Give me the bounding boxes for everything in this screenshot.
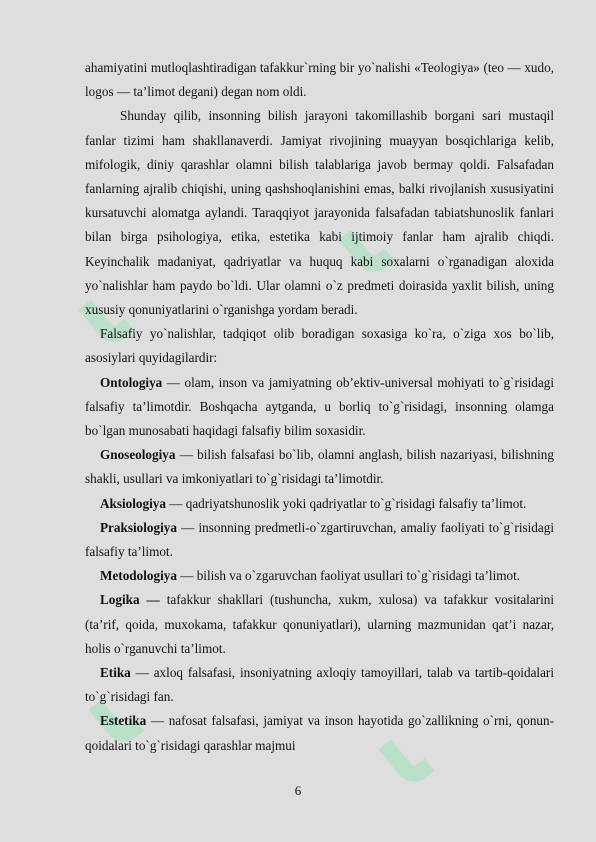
term-definition [85, 492, 554, 516]
term-definition [85, 709, 554, 757]
definition: — insonning predmetli-o`zgartiruvchan, amaliy faoliyati to`g`risidagi falsafiy ta’limot. [85, 519, 554, 560]
term-definition [85, 564, 554, 588]
term: Logika — [100, 592, 160, 608]
term-definition [85, 443, 554, 491]
body-text [85, 56, 554, 758]
paragraph: Shunday qilib, insonning bilish jarayoni takomillashib borgani sari mustaqil fanlar tizimi ham shakllanaverdi. Jamiyat rivojining muayyan bosqichlariga kelib, mifologik, diniy qarashlar olamni bilish talablariga javob bermay qoldi. Falsafadan fanlarning ajralib chiqishi, uning qashshoqlanishini emas, balki rivojlanish xususiyatini kursatuvchi alomatga aylandi. Taraqqiyot jarayonida falsafadan tabiatshunoslik fanlari bilan birga psihologiya, etika, estetika kabi ijtimoiy fanlar ham ajralib chiqdi. Keyinchalik madaniyat, qadriyatlar va huquq kabi soxalarni o`rganadigan aloxida yo`nalishlar ham paydo bo`ldi. Ular olamni o`z predmeti doirasida yaxlit bilish, uning xususiy qonuniyatlarini o`rganishga yordam beradi. [85, 108, 554, 318]
term-definition [85, 661, 554, 709]
term-definition [85, 588, 554, 661]
term: Gnoseologiya [100, 447, 176, 463]
term-definition [85, 516, 554, 564]
term-definition [85, 371, 554, 444]
term: Praksiologiya [100, 519, 177, 535]
definition: — bilish va o`zgaruvchan faoliyat usullari to`g`risidagi ta’limot. [176, 568, 521, 584]
term: Estetika [100, 713, 147, 729]
definition: — olam, inson va jamiyatning ob’ektiv-universal mohiyati to`g`risidagi falsafiy ta’limotdir. Boshqacha aytganda, u borliq to`g`risidagi, insonning olamga bo`lgan munosabati haqidagi falsafiy bilim soxasidir. [85, 374, 554, 439]
term: Ontologiya [100, 374, 163, 390]
term: Aksiologiya [100, 495, 166, 511]
paragraph: Falsafiy yo`nalishlar, tadqiqot olib boradigan soxasiga ko`ra, o`ziga xos bo`lib, asosiylari quyidagilardir: [85, 326, 554, 366]
definition: tafakkur shakllari (tushuncha, xukm, xulosa) va tafakkur vositalarini (ta’rif, qoida, muxokama, tafakkur qonuniyatlari), ularning mazmunidan qat’i nazar, holis o`rganuvchi ta’limot. [85, 592, 554, 656]
paragraph: ahamiyatini mutloqlashtiradigan tafakkur`rning bir yo`nalishi «Teologiya» (teo — xudo, logos — ta’limot degani) degan nom oldi. [85, 60, 554, 100]
definition: — nafosat falsafasi, jamiyat va inson hayotida go`zallikning o`rni, qonun-qoidalari to`g`risidagi qarashlar majmui [85, 713, 554, 753]
term: Etika [100, 665, 131, 681]
term: Metodologiya [100, 568, 177, 584]
definition: — axloq falsafasi, insoniyatning axloqiy tamoyillari, talab va tartib-qoidalari to`g`risidagi fan. [85, 665, 554, 705]
page-number: 6 [294, 783, 302, 798]
definition: — qadriyatshunoslik yoki qadriyatlar to`g`risidagi falsafiy ta’limot. [165, 495, 527, 511]
definition: — bilish falsafasi bo`lib, olamni anglash, bilish nazariyasi, bilishning shakli, usullari va imkoniyatlari to`g`risidagi ta’limotdir. [85, 447, 554, 487]
